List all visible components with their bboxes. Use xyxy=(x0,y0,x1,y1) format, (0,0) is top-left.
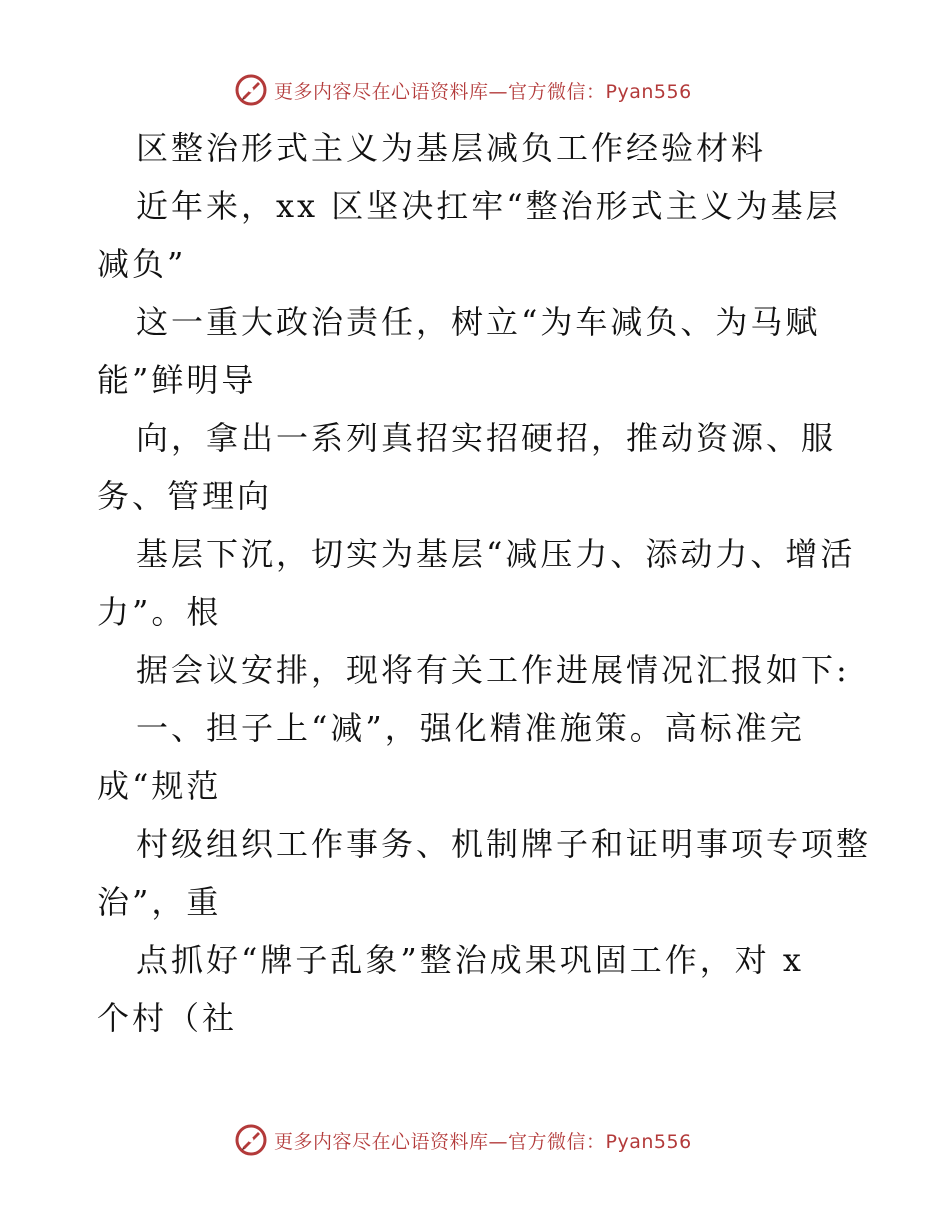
header-watermark xyxy=(234,70,754,110)
paragraph-line: 点抓好“牌子乱象”整治成果巩固工作，对 x xyxy=(136,941,804,979)
footer-watermark xyxy=(234,1120,754,1160)
paragraph-line: 减负” xyxy=(97,245,187,283)
watermark-text: 更多内容尽在心语资料库—官方微信：Pyan556 xyxy=(274,80,692,103)
paragraph-line: 成“规范 xyxy=(97,767,222,805)
paragraph-line: 力”。根 xyxy=(97,593,222,631)
paragraph-line: 基层下沉，切实为基层“减压力、添动力、增活 xyxy=(136,535,856,573)
paragraph-line: 治”，重 xyxy=(97,883,222,921)
paragraph-line: 据会议安排，现将有关工作进展情况汇报如下: xyxy=(136,651,850,689)
paragraph-line: 一、担子上“减”，强化精准施策。高标准完 xyxy=(136,709,805,747)
feather-pen-seal-icon xyxy=(234,73,268,107)
paragraph-line: 能”鲜明导 xyxy=(97,361,257,399)
paragraph-line: 务、管理向 xyxy=(97,477,273,515)
paragraph-line: 这一重大政治责任，树立“为车减负、为马赋 xyxy=(136,303,821,341)
document-title: 区整治形式主义为基层减负工作经验材料 xyxy=(136,129,767,167)
paragraph-line: 近年来，xx 区坚决扛牢“整治形式主义为基层 xyxy=(136,187,841,225)
paragraph-line: 村级组织工作事务、机制牌子和证明事项专项整 xyxy=(136,825,872,863)
paragraph-line: 个村（社 xyxy=(97,999,238,1037)
paragraph-line: 向，拿出一系列真招实招硬招，推动资源、服 xyxy=(136,419,837,457)
watermark-text: 更多内容尽在心语资料库—官方微信：Pyan556 xyxy=(274,1130,692,1153)
feather-pen-seal-icon xyxy=(234,1123,268,1157)
